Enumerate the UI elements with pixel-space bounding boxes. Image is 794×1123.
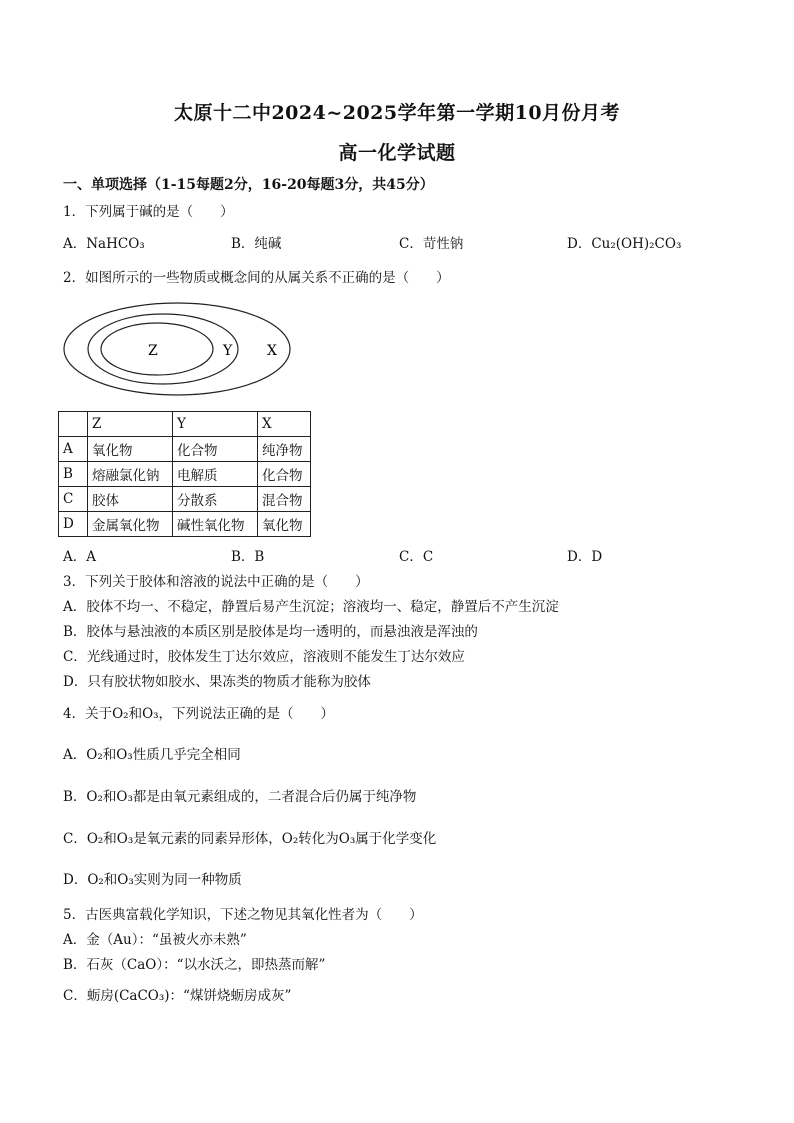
table-cell: A <box>59 437 88 462</box>
question-1-option-c: C．苛性钠 <box>399 236 464 252</box>
question-3-stem: 3．下列关于胶体和溶液的说法中正确的是（ ） <box>63 574 369 590</box>
question-5-option-b: B．石灰（CaO）：“以水沃之，即热蒸而解” <box>63 957 326 973</box>
question-1-option-d: D．Cu₂(OH)₂CO₃ <box>567 236 682 252</box>
table-cell: 碱性氧化物 <box>173 512 258 537</box>
table-cell: Z <box>88 412 173 437</box>
question-2-option-b: B．B <box>231 549 265 565</box>
table-cell: 金属氧化物 <box>88 512 173 537</box>
question-4-option-c: C．O₂和O₃是氧元素的同素异形体，O₂转化为O₃属于化学变化 <box>63 831 437 847</box>
section-heading: 一、单项选择（1-15每题2分，16-20每题3分，共45分） <box>63 177 434 193</box>
table-cell: 熔融氯化钠 <box>88 462 173 487</box>
table-cell: X <box>258 412 311 437</box>
question-3-option-d: D．只有胶状物如胶水、果冻类的物质才能称为胶体 <box>63 674 371 690</box>
question-4-stem: 4．关于O₂和O₃，下列说法正确的是（ ） <box>63 706 335 722</box>
question-1-option-a: A．NaHCO₃ <box>63 236 145 252</box>
answer-table <box>58 411 311 537</box>
question-4-option-d: D．O₂和O₃实则为同一种物质 <box>63 872 242 888</box>
question-4-option-b: B．O₂和O₃都是由氧元素组成的，二者混合后仍属于纯净物 <box>63 789 417 805</box>
question-5-option-c: C．蛎房(CaCO₃)：“煤饼烧蛎房成灰” <box>63 988 292 1004</box>
ellipse-label-y: Y <box>223 343 233 359</box>
table-cell: D <box>59 512 88 537</box>
ellipse-x <box>64 303 290 395</box>
question-1-stem: 1．下列属于碱的是（ ） <box>63 204 234 220</box>
page-subtitle: 高一化学试题 <box>338 142 456 164</box>
table-row <box>59 462 311 487</box>
table-cell: B <box>59 462 88 487</box>
table-cell <box>59 412 88 437</box>
table-cell: 化合物 <box>258 462 311 487</box>
table-cell: 胶体 <box>88 487 173 512</box>
question-2-option-c: C．C <box>399 549 434 565</box>
question-2-stem: 2．如图所示的一些物质或概念间的从属关系不正确的是（ ） <box>63 270 450 286</box>
table-cell: 化合物 <box>173 437 258 462</box>
page-title: 太原十二中2024~2025学年第一学期10月份月考 <box>173 102 621 124</box>
question-3-option-c: C．光线通过时，胶体发生丁达尔效应，溶液则不能发生丁达尔效应 <box>63 649 465 665</box>
ellipse-label-x: X <box>267 343 277 359</box>
table-cell: 纯净物 <box>258 437 311 462</box>
table-cell: 分散系 <box>173 487 258 512</box>
table-row <box>59 487 311 512</box>
table-cell: 氧化物 <box>258 512 311 537</box>
table-header-row <box>59 412 311 437</box>
table-row <box>59 512 311 537</box>
nested-ellipse-diagram <box>60 300 300 400</box>
question-5-stem: 5．古医典富载化学知识，下述之物见其氧化性者为（ ） <box>63 907 423 923</box>
question-3-option-b: B．胶体与悬浊液的本质区别是胶体是均一透明的，而悬浊液是浑浊的 <box>63 624 478 640</box>
table-cell: 氧化物 <box>88 437 173 462</box>
question-2-option-a: A．A <box>63 549 96 565</box>
question-4-option-a: A．O₂和O₃性质几乎完全相同 <box>63 747 241 763</box>
table-row <box>59 437 311 462</box>
question-1-option-b: B．纯碱 <box>231 236 282 252</box>
ellipse-y <box>88 314 238 384</box>
table-cell: C <box>59 487 88 512</box>
question-5-option-a: A．金（Au）：“虽被火亦未熟” <box>63 932 247 948</box>
question-2-option-d: D．D <box>567 549 603 565</box>
table-cell: 电解质 <box>173 462 258 487</box>
table-cell: 混合物 <box>258 487 311 512</box>
table-cell: Y <box>173 412 258 437</box>
ellipse-label-z: Z <box>148 343 158 359</box>
question-3-option-a: A．胶体不均一、不稳定，静置后易产生沉淀；溶液均一、稳定，静置后不产生沉淀 <box>63 599 559 615</box>
